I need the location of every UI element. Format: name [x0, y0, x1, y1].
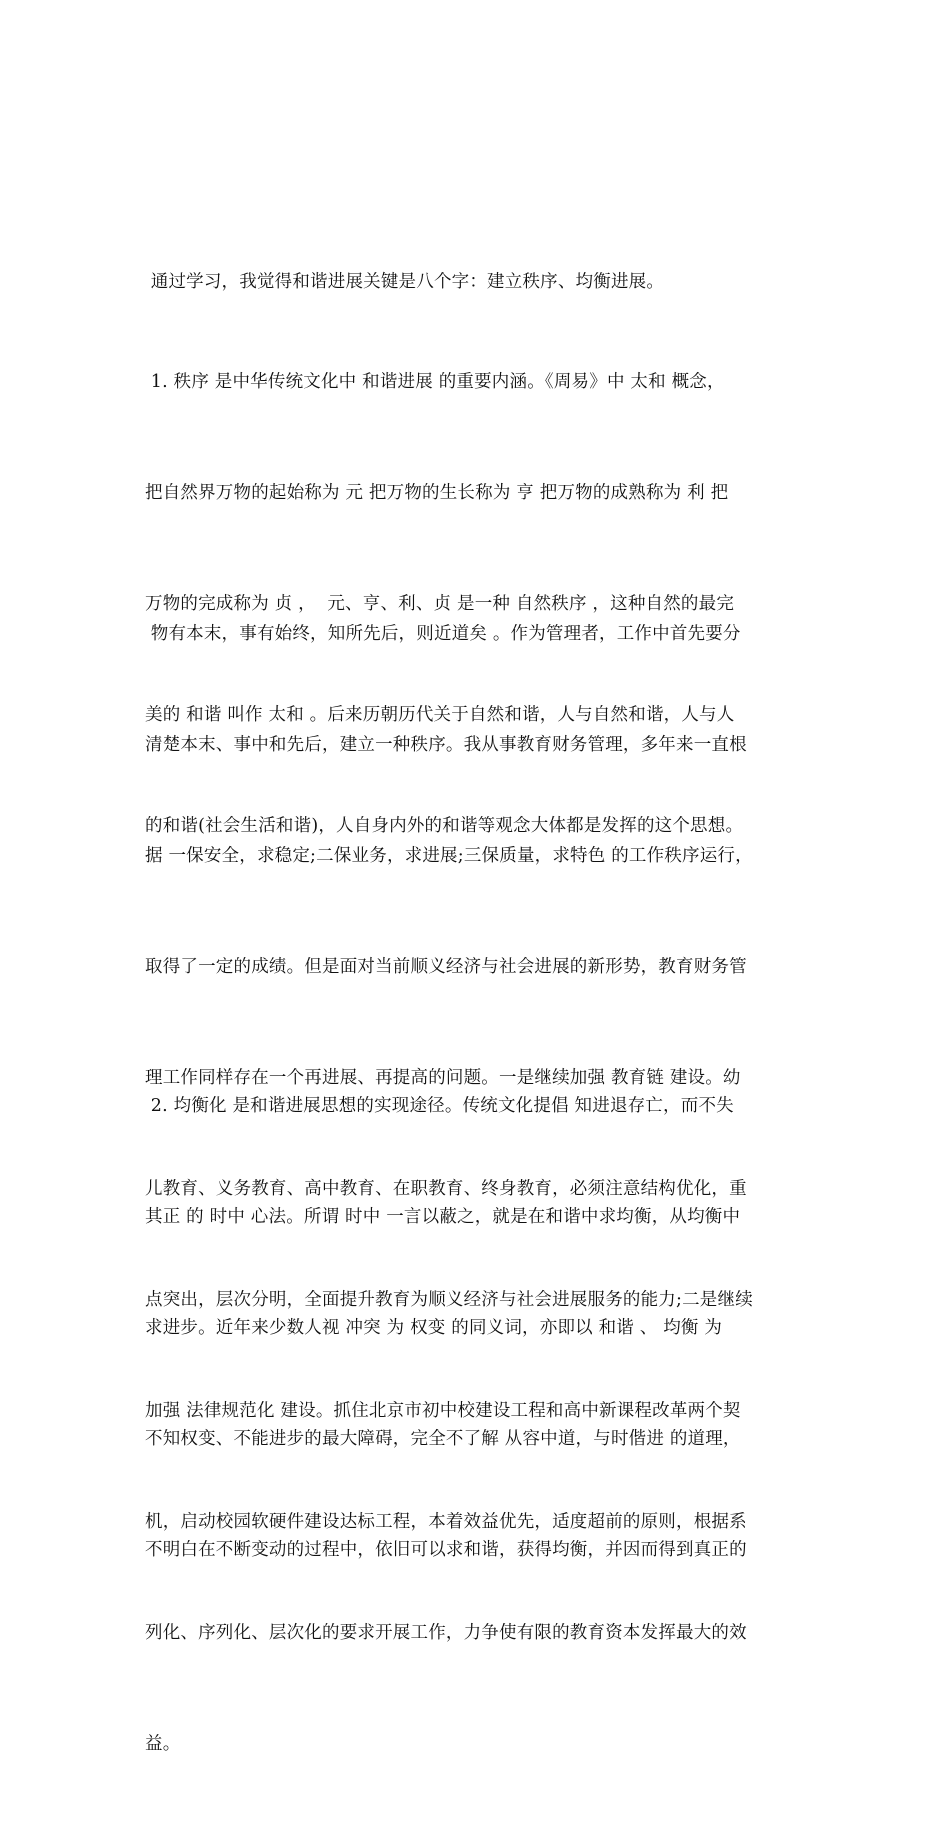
- text-line: 点突出，层次分明，全面提升教育为顺义经济与社会进展服务的能力;二是继续: [145, 1290, 753, 1310]
- text-line: 机，启动校园软硬件建设达标工程，本着效益优先，适度超前的原则，根据系: [145, 1512, 747, 1532]
- text-line: 2. 均衡化 是和谐进展思想的实现途径。传统文化提倡 知进退存亡，而不失: [145, 1096, 734, 1116]
- text-line: 美的 和谐 叫作 太和 。后来历朝历代关于自然和谐，人与自然和谐，人与人: [145, 705, 735, 725]
- text-line: 其正 的 时中 心法。所谓 时中 一言以蔽之，就是在和谐中求均衡，从均衡中: [145, 1207, 741, 1227]
- text-line: 物有本末，事有始终，知所先后，则近道矣 。作为管理者，工作中首先要分: [145, 624, 741, 644]
- text-line: 益。: [145, 1734, 181, 1754]
- text-line: 把自然界万物的起始称为 元 把万物的生长称为 亨 把万物的成熟称为 利 把: [145, 483, 729, 503]
- text-line: 加强 法律规范化 建设。抓住北京市初中校建设工程和高中新课程改革两个契: [145, 1401, 741, 1421]
- text-line: 不明白在不断变动的过程中，依旧可以求和谐，获得均衡，并因而得到真正的: [145, 1540, 747, 1560]
- text-line: 不知权变、不能进步的最大障碍，完全不了解 从容中道，与时偕进 的道理，: [145, 1429, 741, 1449]
- text-line: 通过学习，我觉得和谐进展关键是八个字：建立秩序、均衡进展。: [145, 272, 665, 292]
- text-line: 的和谐(社会生活和谐)，人自身内外的和谐等观念大体都是发挥的这个思想。: [145, 816, 744, 836]
- text-line: 列化、序列化、层次化的要求开展工作，力争使有限的教育资本发挥最大的效: [145, 1623, 747, 1643]
- text-line: 据 一保安全，求稳定;二保业务，求进展;三保质量，求特色 的工作秩序运行，: [145, 846, 753, 866]
- text-line: 理工作同样存在一个再进展、再提高的问题。一是继续加强 教育链 建设。幼: [145, 1068, 741, 1088]
- text-line: 取得了一定的成绩。但是面对当前顺义经济与社会进展的新形势，教育财务管: [145, 957, 747, 977]
- paragraph-balance: [145, 1014, 815, 1643]
- text-line: 万物的完成称为 贞 ， 元、亨、利、贞 是一种 自然秩序 ，这种自然的最完: [145, 594, 735, 614]
- text-line: 1. 秩序 是中华传统文化中 和谐进展 的重要内涵。《周易》中 太和 概念，: [145, 372, 725, 392]
- text-line: 儿教育、义务教育、高中教育、在职教育、终身教育，必须注意结构优化，重: [145, 1179, 747, 1199]
- text-line: 求进步。近年来少数人视 冲突 为 权变 的同义词，亦即以 和谐 、 均衡 为: [145, 1318, 723, 1338]
- text-line: 清楚本末、事中和先后，建立一种秩序。我从事教育财务管理，多年来一直根: [145, 735, 747, 755]
